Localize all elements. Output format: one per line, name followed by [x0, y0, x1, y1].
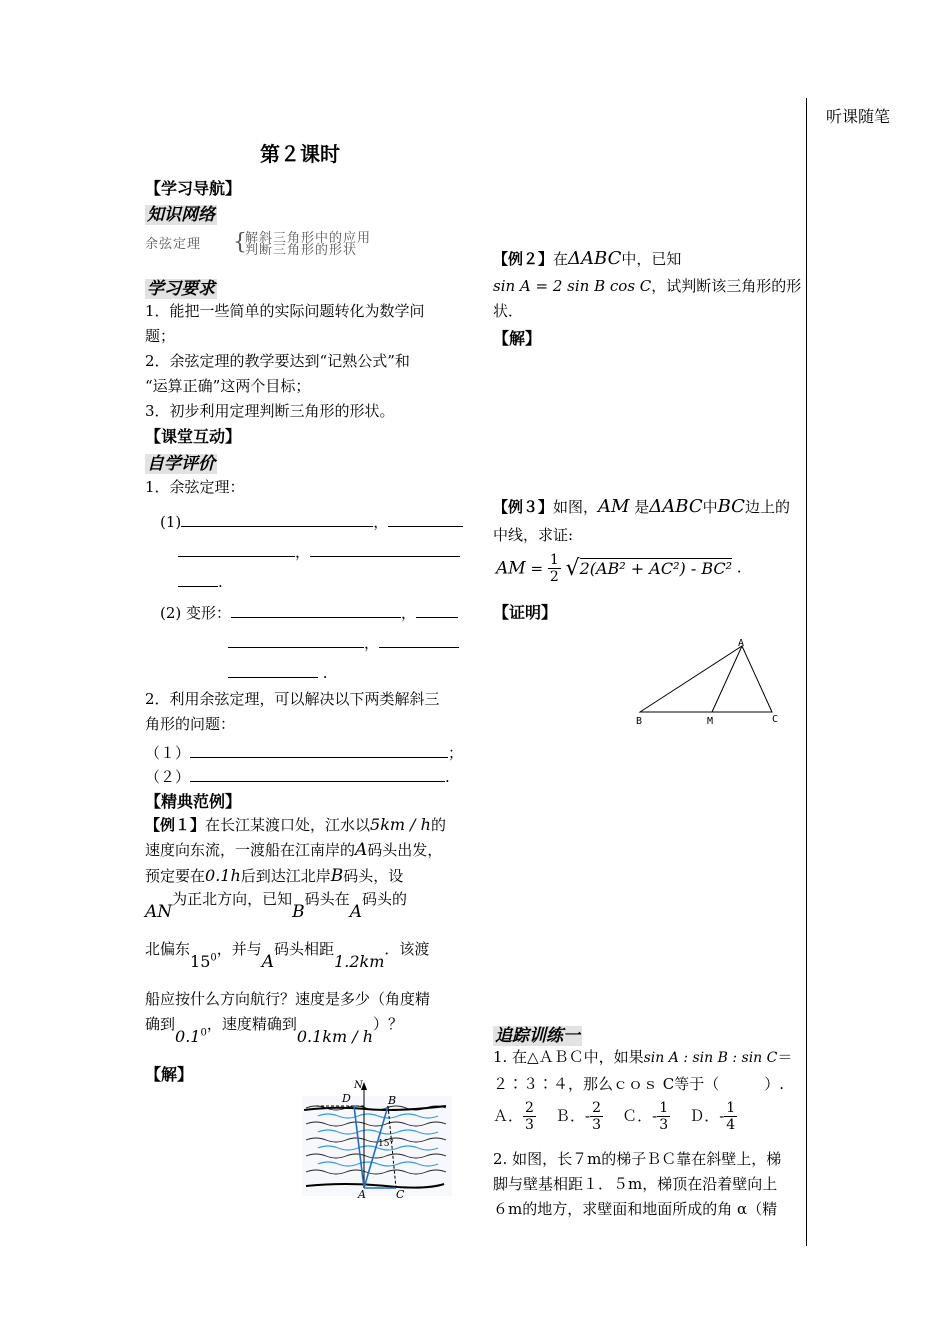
example1-line4: AN为正北方向，已知B码头在A码头的 — [145, 890, 407, 922]
tracking-q1-line2: ２∶３∶４，那么ｃｏｓ C等于（ ）. — [493, 1075, 785, 1093]
page-title: 第２课时 — [260, 142, 340, 166]
network-bottom: 判断三角形的形状 — [245, 243, 358, 258]
q1-text: 1．余弦定理： — [145, 478, 245, 496]
blank-line[interactable] — [190, 764, 445, 782]
label-angle: 15° — [378, 1139, 394, 1149]
formula-blank-2: ， — [178, 539, 460, 562]
self-eval-heading: 自学评价 — [147, 454, 215, 474]
label-M: M — [707, 716, 714, 727]
option-d[interactable]: Ｄ．- $\frac{1}{4}$ — [689, 1100, 736, 1133]
example1: 【例１】在长江某渡口处，江水以5km / h的 速度向东流，一渡船在江南岸的A码头出发， 预定要在0.1h后到达江北岸B码头，设 — [145, 815, 446, 886]
q2-line-2: （２） . — [145, 764, 450, 787]
req-line: 2．余弦定理的教学要达到“记熟公式”和 — [145, 352, 410, 370]
example1-line6: 船应按什么方向航行？速度是多少（角度精 — [145, 990, 431, 1008]
label-C: C — [396, 1188, 405, 1198]
tracking-q1-line1: 1. 在△ＡＢＣ中，如果sin A : sin B : sin C＝ — [493, 1048, 793, 1066]
brace-icon: { — [233, 230, 248, 255]
triangle-diagram — [632, 638, 784, 730]
q2-line-1: （１） ； — [145, 740, 463, 763]
blank-line[interactable] — [228, 630, 364, 648]
blank-line[interactable] — [181, 509, 373, 527]
margin-divider — [806, 98, 807, 1246]
variant-blank-1: (2) 变形： ， — [160, 600, 458, 623]
blank-line[interactable] — [310, 539, 460, 557]
blank-line[interactable] — [416, 600, 458, 618]
example2-solve: 【解】 — [493, 329, 542, 348]
examples-heading: 【精典范例】 — [145, 792, 242, 811]
blank-line[interactable] — [231, 600, 401, 618]
req-line: 3．初步利用定理判断三角形的形状。 — [145, 402, 395, 420]
blank-line[interactable] — [190, 740, 448, 758]
option-a[interactable]: Ａ． $\frac{2}{3}$ — [493, 1100, 534, 1133]
variant-blank-2: ， — [228, 630, 459, 653]
interaction-heading: 【课堂互动】 — [145, 427, 242, 446]
example3-line1: 【例３】如图，AM 是ΔABC中BC边上的 — [493, 496, 790, 517]
example2-line2: sin A = 2 sin B cos C，试判断该三角形的形 — [493, 277, 802, 295]
side-note: 听课随笔 — [826, 107, 891, 126]
nav-heading: 【学习导航】 — [145, 179, 242, 198]
variant-blank-3: . — [228, 660, 328, 682]
network-left: 余弦定理 — [145, 237, 202, 252]
tracking-q2: 2. 如图，长７m的梯子ＢＣ靠在斜壁上，梯 脚与壁基相距１．５m，梯顶在沿着壁向上 ６m的地方，求壁面和地面所成的角 α（精 — [493, 1150, 782, 1218]
blank-line[interactable] — [379, 630, 459, 648]
tracking-q1-options — [493, 1100, 737, 1133]
label-C: C — [772, 714, 779, 725]
label-A: A — [738, 638, 745, 649]
label-B: B — [388, 1094, 397, 1107]
example1-line5: 北偏东$15^0$，并与A码头相距1.2km．该渡 — [145, 940, 430, 972]
sqrt-icon: √ — [565, 556, 580, 581]
river-diagram — [296, 1076, 456, 1198]
network-top: 解斜三角形中的应用 — [245, 231, 372, 246]
req-line: 题； — [145, 327, 176, 345]
label-N: N — [354, 1080, 363, 1091]
formula-blank-3: . — [178, 569, 223, 591]
q2-text: 2．利用余弦定理，可以解决以下两类解斜三 角形的问题： — [145, 690, 440, 733]
option-c[interactable]: Ｃ．- $\frac{1}{3}$ — [622, 1100, 669, 1133]
requirements-list — [145, 299, 465, 424]
requirements-heading: 学习要求 — [147, 279, 215, 299]
example1-solve: 【解】 — [145, 1065, 194, 1084]
example3-formula: AM = $\frac{1}{2}$ √2(AB² + AC²) - BC² . — [496, 552, 742, 585]
example1-line7: 确到$0.1^0$，速度精确到0.1km / h）？ — [145, 1015, 404, 1046]
blank-line[interactable] — [178, 539, 295, 557]
formula-blank-1: (1) ， — [160, 509, 463, 532]
req-line: 1．能把一些简单的实际问题转化为数学问 — [145, 302, 425, 320]
example2-line3: 状． — [493, 302, 524, 320]
blank-line[interactable] — [178, 569, 218, 587]
example3-line2: 中线，求证: — [493, 526, 574, 544]
label-D: D — [342, 1092, 351, 1105]
req-line: “运算正确”这两个目标； — [145, 377, 311, 395]
tracking-heading: 追踪训练一 — [495, 1026, 580, 1046]
option-b[interactable]: Ｂ．- $\frac{2}{3}$ — [555, 1100, 602, 1133]
blank-line[interactable] — [228, 660, 318, 678]
example3-proof: 【证明】 — [493, 603, 558, 622]
blank-line[interactable] — [388, 509, 463, 527]
label-B: B — [636, 716, 643, 727]
example2-line1: 【例２】在ΔABC中，已知 — [493, 248, 682, 269]
fraction: $\frac{1}{2}$ — [549, 552, 559, 585]
knowledge-heading: 知识网络 — [147, 205, 215, 225]
label-A: A — [358, 1188, 366, 1198]
